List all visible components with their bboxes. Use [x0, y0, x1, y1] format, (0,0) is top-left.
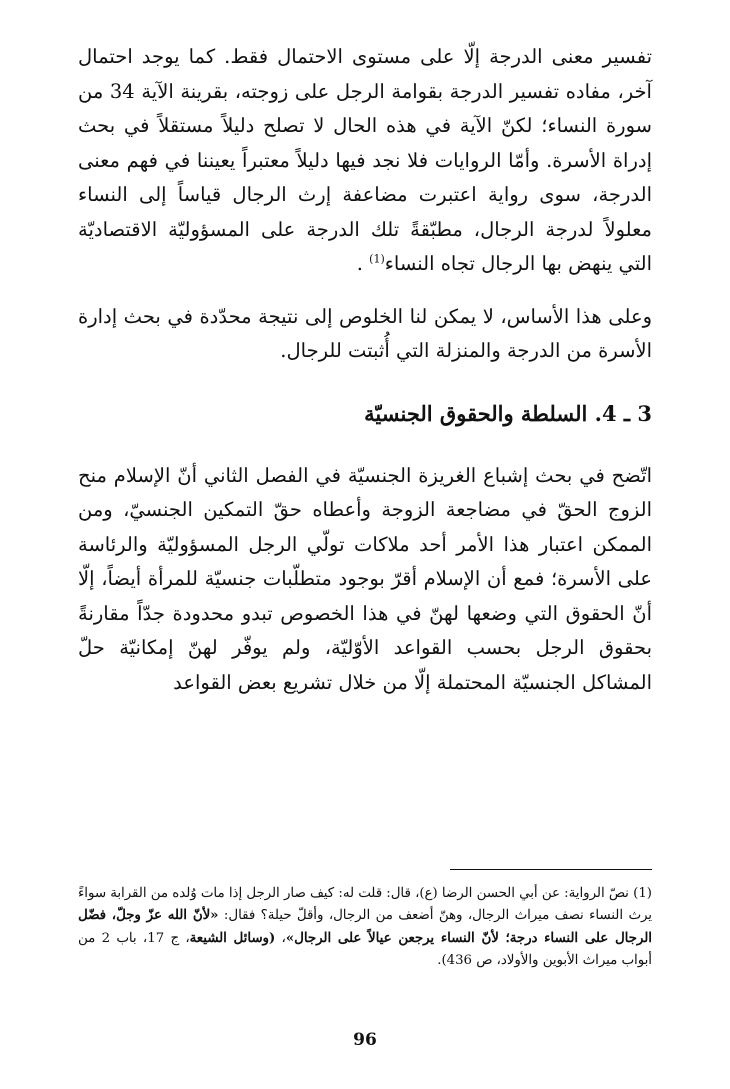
book-page — [78, 40, 652, 1089]
footnote-number: (1) — [633, 886, 652, 901]
footnote-reference[interactable]: (1) — [369, 252, 385, 266]
paragraph-2: وعلى هذا الأساس، لا يمكن لنا الخلوص إلى نتيجة محدّدة في بحث إدارة الأسرة من الدرجة والمنزلة التي أُثبتت للرجال. — [78, 304, 652, 362]
section-heading: 3 ـ 4. السلطة والحقوق الجنسيّة — [364, 400, 652, 426]
paragraph-1 — [78, 40, 652, 282]
footnote-text-2: ، — [275, 930, 286, 946]
footnote-bold-quote: «لأنّ الله عزّ وجلّ، فضّل الرجال على النساء درجة؛ لأنّ النساء يرجعن عيالاً على الرجال» — [78, 908, 652, 946]
paragraph-1-ending: . — [356, 252, 370, 275]
page-number: 96 — [353, 1030, 377, 1050]
footnote — [78, 883, 652, 973]
footnote-text-3: ، ج 17، باب 2 من أبواب ميراث الأبوين والأولاد، ص 436). — [78, 930, 652, 969]
footnote-divider — [450, 869, 652, 870]
paragraph-3: اتّضح في بحث إشباع الغريزة الجنسيّة في الفصل الثاني أنّ الإسلام منح الزوج الحقّ في مضاجعة الزوجة وأعطاه حقّ التمكين الجنسيّ، ومن الممكن اعتبار هذا الأمر أحد ملاكات تولّي الرجل المسؤوليّة والرئاسة على الأسرة؛ فمع أن الإسلام أقرّ بوجود متطلّبات جنسيّة للمرأة أيضاً، إلّا أنّ الحقوق التي وضعها لهنّ في هذا الخصوص تبدو محدودة جدّاً مقارنةً بحقوق الرجل بحسب القواعد الأوّليّة، ولم يوفّر لهنّ إمكانيّة حلّ المشاكل الجنسيّة المحتملة إلّا من خلال تشريع بعض القواعد — [78, 463, 652, 694]
footnote-text-1: نصّ الرواية: عن أبي الحسن الرضا (ع)، قال: قلت له: كيف صار الرجل إذا مات وُلده من القرابة سواءً يرث النساء نصف ميراث الرجال، وهنّ أضعف من الرجال، وأقلّ حيلة؟ فقال: — [78, 886, 653, 924]
footnote-bold-source: (وسائل الشيعة — [189, 930, 276, 946]
paragraph-1-text: تفسير معنى الدرجة إلّا على مستوى الاحتمال فقط. كما يوجد احتمال آخر، مفاده تفسير الدرجة بقوامة الرجل على زوجته، بقرينة الآية 34 من سورة النساء؛ لكنّ الآية في هذه الحال لا تصلح دليلاً مستقلاً في بحث إدراة الأسرة. وأمّا الروايات فلا نجد فيها دليلاً معتبراً يعيننا في فهم معنى الدرجة، سوى رواية اعتبرت مضاعفة إرث الرجال قياساً إلى النساء معلولاً لدرجة الرجال، مطبّقةً تلك الدرجة على المسؤوليّة الاقتصاديّة التي ينهض بها الرجال تجاه النساء — [78, 45, 652, 275]
